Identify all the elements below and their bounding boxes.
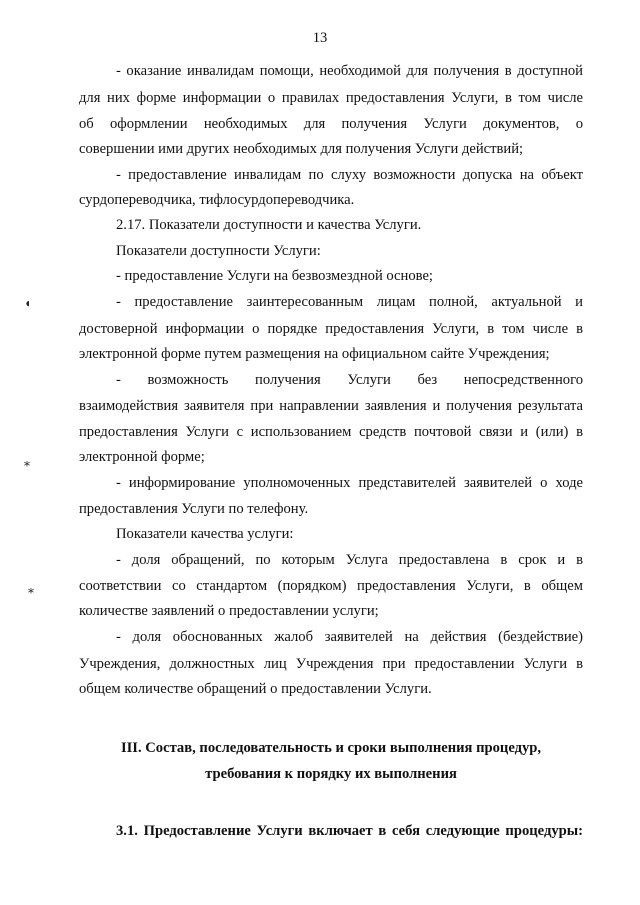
text-line: - доля обращений, по которым Услуга предоставлена в срок и в — [116, 552, 583, 568]
text-line: электронной форме путем размещения на официальном сайте Учреждения; — [79, 346, 550, 362]
scan-speck-mark: ◖ — [24, 296, 32, 310]
text-line: об оформлении необходимых для получения Услуги документов, о — [79, 116, 583, 132]
section-heading-line1: III. Состав, последовательность и сроки выполнения процедур, — [120, 740, 542, 756]
text-line: совершении ими других необходимых для получения Услуги действий; — [79, 141, 524, 157]
subsection-heading: 3.1. Предоставление Услуги включает в себя следующие процедуры: — [116, 823, 583, 839]
text-line: достоверной информации о порядке предоставления Услуги, в том числе в — [79, 321, 583, 337]
text-line: 2.17. Показатели доступности и качества Услуги. — [116, 217, 422, 233]
text-line: количестве заявлений о предоставлении услуги; — [79, 603, 379, 619]
text-line: - предоставление Услуги на безвозмездной основе; — [116, 268, 433, 284]
text-line: - информирование уполномоченных представителей заявителей о ходе — [116, 475, 583, 491]
text-line: - предоставление инвалидам по слуху возможности допуска на объект — [116, 167, 583, 183]
text-line: - доля обоснованных жалоб заявителей на действия (бездействие) — [116, 629, 583, 645]
section-heading-line2: требования к порядку их выполнения — [205, 766, 457, 782]
text-line: сурдопереводчика, тифлосурдопереводчика. — [79, 192, 355, 208]
scan-speck-mark: ⁎ — [24, 455, 30, 469]
text-line: общем количестве обращений о предоставлении Услуги. — [79, 681, 432, 697]
page-number: 13 — [312, 30, 328, 46]
text-line: предоставления Услуги по телефону. — [79, 501, 309, 517]
scan-speck-mark: ⁎ — [28, 582, 34, 596]
text-line: Учреждения, должностных лиц Учреждения при предоставлении Услуги в — [79, 656, 583, 672]
text-line: - возможность получения Услуги без непосредственного — [116, 372, 583, 388]
text-line: Показатели качества услуги: — [116, 526, 294, 542]
text-line: Показатели доступности Услуги: — [116, 243, 321, 259]
text-line: взаимодействия заявителя при направлении заявления и получения результата — [79, 398, 583, 414]
text-line: соответствии со стандартом (порядком) предоставления Услуги, в общем — [79, 578, 583, 594]
text-line: - оказание инвалидам помощи, необходимой для получения в доступной — [116, 63, 583, 79]
text-line: - предоставление заинтересованным лицам полной, актуальной и — [116, 294, 583, 310]
text-line: предоставления Услуги с использованием средств почтовой связи и (или) в — [79, 424, 583, 440]
text-line: для них форме информации о правилах предоставления Услуги, в том числе — [79, 90, 583, 106]
text-line: электронной форме; — [79, 449, 205, 465]
